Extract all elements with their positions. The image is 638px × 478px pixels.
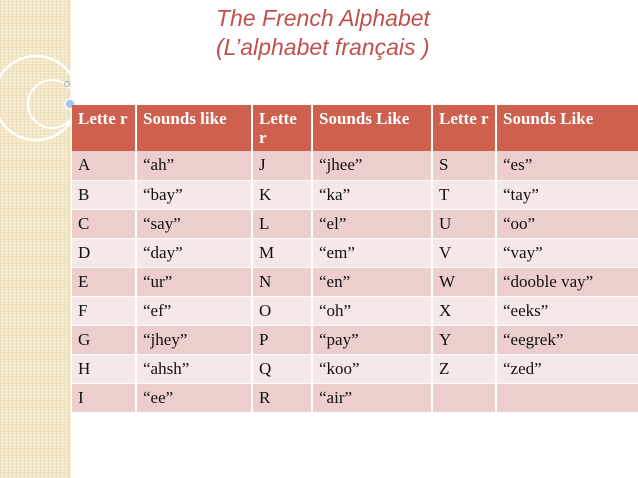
letter-cell: C: [72, 209, 136, 238]
letter-cell: U: [432, 209, 496, 238]
letter-cell: S: [432, 151, 496, 180]
letter-cell: E: [72, 267, 136, 296]
table-row: [72, 267, 638, 296]
header-letter-2: Lette r: [252, 105, 312, 151]
sound-cell: “eeks”: [496, 296, 638, 325]
sound-cell: “jhey”: [136, 325, 252, 354]
sound-cell: “koo”: [312, 354, 432, 383]
sound-cell: “eegrek”: [496, 325, 638, 354]
sound-cell: “bay”: [136, 180, 252, 209]
sound-cell: “ka”: [312, 180, 432, 209]
title-line-1: The French Alphabet: [216, 5, 430, 31]
table-row: [72, 151, 638, 180]
table-row: [72, 180, 638, 209]
letter-cell: L: [252, 209, 312, 238]
header-sounds-3: Sounds Like: [496, 105, 638, 151]
letter-cell: B: [72, 180, 136, 209]
letter-cell: G: [72, 325, 136, 354]
table-row: [72, 209, 638, 238]
letter-cell: Y: [432, 325, 496, 354]
letter-cell: A: [72, 151, 136, 180]
deco-circle-large: [0, 56, 78, 140]
letter-cell: Z: [432, 354, 496, 383]
letter-cell: N: [252, 267, 312, 296]
letter-cell: V: [432, 238, 496, 267]
sound-cell: “ah”: [136, 151, 252, 180]
letter-cell: J: [252, 151, 312, 180]
header-sounds-2: Sounds Like: [312, 105, 432, 151]
sound-cell: “ur”: [136, 267, 252, 296]
letter-cell: D: [72, 238, 136, 267]
slide-title: [216, 4, 430, 62]
letter-cell: W: [432, 267, 496, 296]
table-row: [72, 238, 638, 267]
sound-cell: “day”: [136, 238, 252, 267]
table-row: [72, 383, 638, 412]
sound-cell: “es”: [496, 151, 638, 180]
sound-cell: “vay”: [496, 238, 638, 267]
letter-cell: T: [432, 180, 496, 209]
header-letter-3: Lette r: [432, 105, 496, 151]
sound-cell: “el”: [312, 209, 432, 238]
alphabet-table: [72, 105, 638, 413]
header-sounds-1: Sounds like: [136, 105, 252, 151]
letter-cell: [432, 383, 496, 412]
table-row: [72, 354, 638, 383]
sound-cell: “dooble vay”: [496, 267, 638, 296]
table-header-row: [72, 105, 638, 151]
sound-cell: “air”: [312, 383, 432, 412]
sound-cell: “ahsh”: [136, 354, 252, 383]
letter-cell: H: [72, 354, 136, 383]
sound-cell: [496, 383, 638, 412]
letter-cell: O: [252, 296, 312, 325]
letter-cell: P: [252, 325, 312, 354]
sound-cell: “ee”: [136, 383, 252, 412]
sound-cell: “ef”: [136, 296, 252, 325]
letter-cell: F: [72, 296, 136, 325]
header-letter-1: Lette r: [72, 105, 136, 151]
sound-cell: “em”: [312, 238, 432, 267]
sound-cell: “oh”: [312, 296, 432, 325]
letter-cell: Q: [252, 354, 312, 383]
letter-cell: X: [432, 296, 496, 325]
table-row: [72, 325, 638, 354]
letter-cell: K: [252, 180, 312, 209]
sound-cell: “zed”: [496, 354, 638, 383]
sound-cell: “pay”: [312, 325, 432, 354]
title-line-2: (L’alphabet français ): [216, 34, 430, 60]
sound-cell: “say”: [136, 209, 252, 238]
sound-cell: “oo”: [496, 209, 638, 238]
letter-cell: M: [252, 238, 312, 267]
sound-cell: “en”: [312, 267, 432, 296]
sound-cell: “jhee”: [312, 151, 432, 180]
sound-cell: “tay”: [496, 180, 638, 209]
letter-cell: R: [252, 383, 312, 412]
letter-cell: I: [72, 383, 136, 412]
table-row: [72, 296, 638, 325]
